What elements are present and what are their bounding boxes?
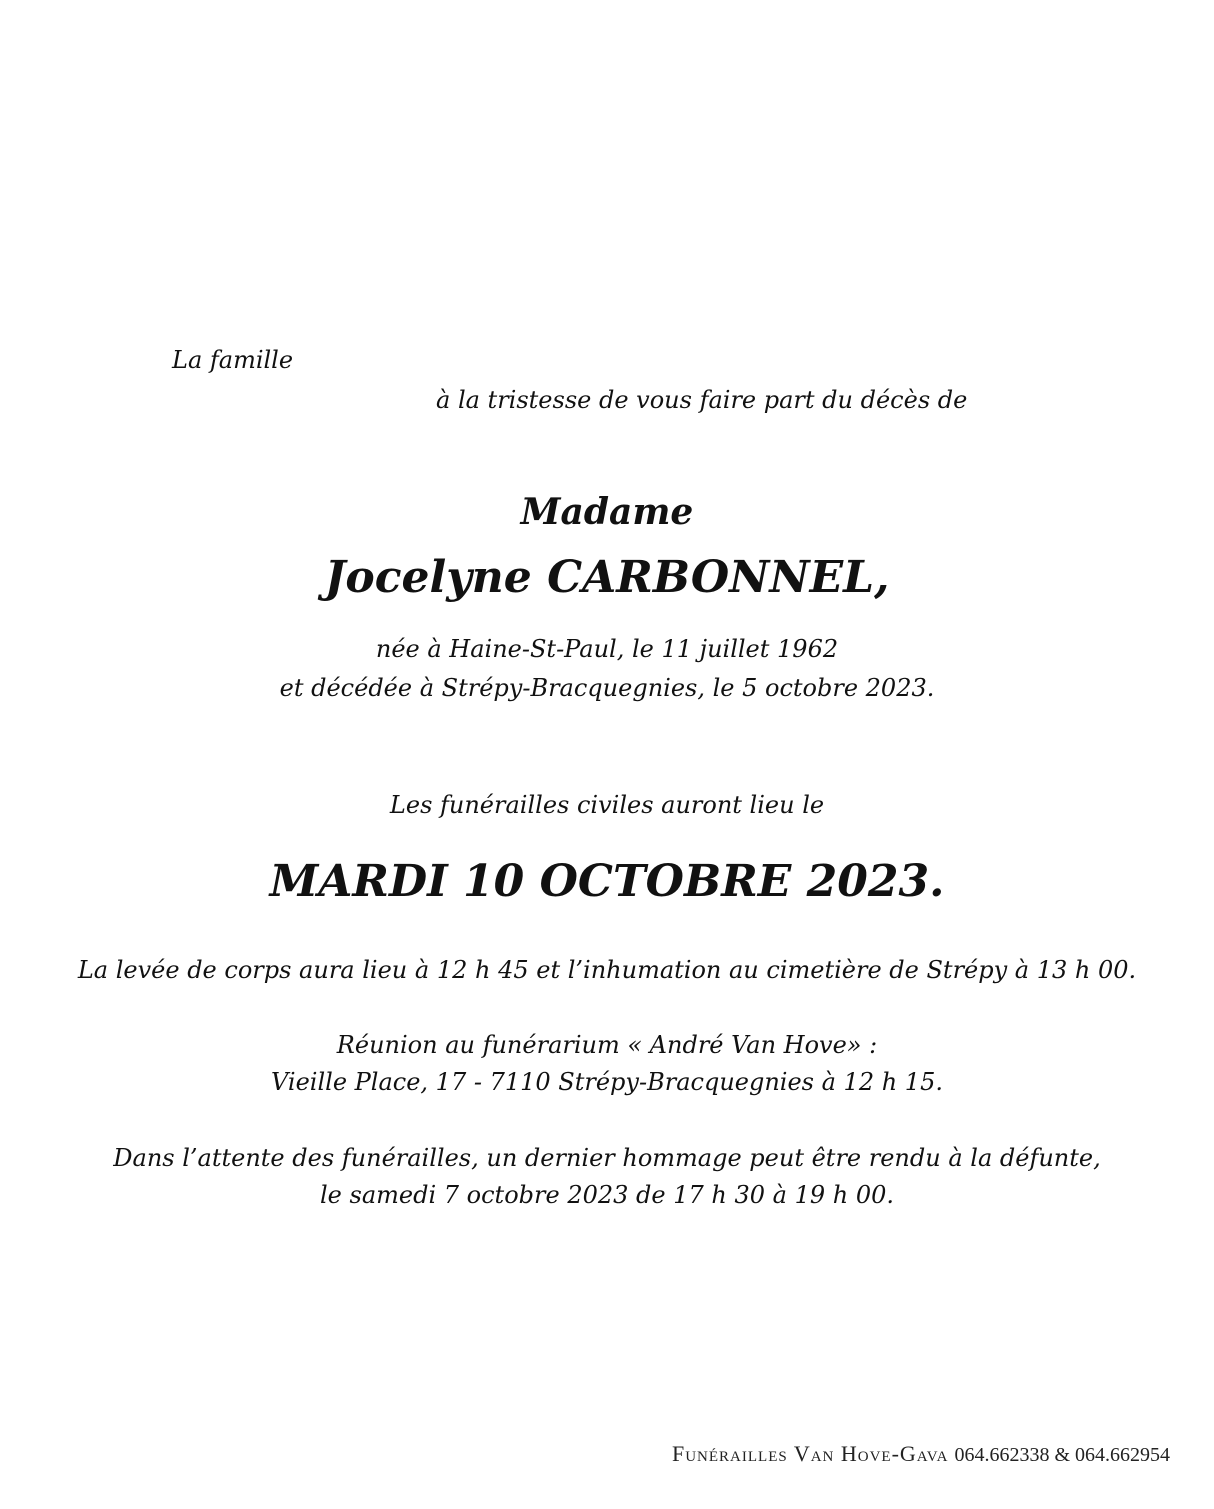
footer: [672, 1441, 1170, 1467]
intro-family: La famille: [172, 346, 294, 374]
intro-text: à la tristesse de vous faire part du décès de: [436, 386, 968, 414]
meeting-line-1: Réunion au funérarium « André Van Hove» :: [336, 1031, 878, 1059]
ceremony-info: La levée de corps aura lieu à 12 h 45 et l’inhumation au cimetière de Strépy à 13 h 00.: [77, 956, 1137, 984]
funeral-intro: Les funérailles civiles auront lieu le: [389, 791, 825, 819]
deceased-title: Madame: [520, 491, 694, 533]
funeral-date: MARDI 10 OCTOBRE 2023.: [269, 856, 945, 907]
funeral-company-phones: 064.662338 & 064.662954: [954, 1444, 1170, 1466]
meeting-line-2: Vieille Place, 17 - 7110 Strépy-Bracquegnies à 12 h 15.: [271, 1068, 943, 1096]
death-info: et décédée à Strépy-Bracquegnies, le 5 octobre 2023.: [279, 674, 935, 702]
birth-info: née à Haine-St-Paul, le 11 juillet 1962: [375, 635, 839, 663]
tribute-line-1: Dans l’attente des funérailles, un dernier hommage peut être rendu à la défunte,: [113, 1144, 1101, 1172]
deceased-name: Jocelyne CARBONNEL,: [324, 552, 890, 603]
tribute-line-2: le samedi 7 octobre 2023 de 17 h 30 à 19 h 00.: [320, 1181, 894, 1209]
funeral-company-name: Funérailles Van Hove-Gava: [671, 1441, 949, 1466]
